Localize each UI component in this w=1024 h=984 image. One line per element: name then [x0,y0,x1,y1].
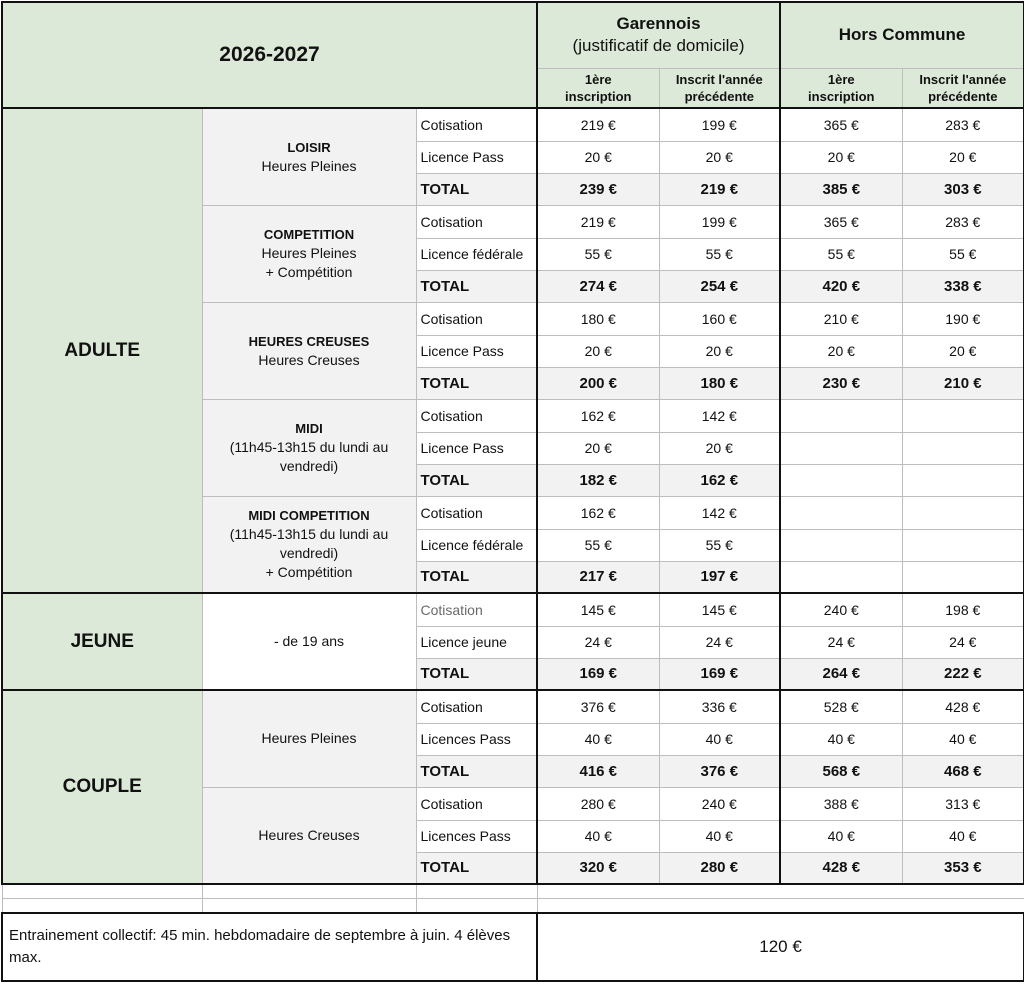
table-cell: 230 € [780,367,902,399]
table-cell: 190 € [902,302,1024,335]
table-cell: Cotisation [416,205,537,238]
table-cell: 40 € [659,820,780,852]
table-cell: Licence jeune [416,626,537,658]
table-cell: Licence fédérale [416,529,537,561]
table-cell: Cotisation [416,593,537,626]
table-cell: 20 € [537,141,659,173]
table-cell: 283 € [902,108,1024,141]
table-cell: TOTAL [416,173,537,205]
col-header-first-hc: 1ère inscription [780,68,902,108]
table-cell [780,399,902,432]
garennois-title: Garennois [616,14,701,34]
table-cell: Licences Pass [416,820,537,852]
table-cell: 303 € [902,173,1024,205]
table-cell: 169 € [659,658,780,690]
table-cell: 169 € [537,658,659,690]
table-cell: 219 € [537,205,659,238]
table-cell: 180 € [537,302,659,335]
table-cell: 428 € [902,690,1024,723]
table-cell: Cotisation [416,399,537,432]
spacer-row [2,884,1024,899]
table-cell: 20 € [537,335,659,367]
table-row [2,108,1024,141]
table-cell: 55 € [537,529,659,561]
table-cell: 264 € [780,658,902,690]
table-cell: 200 € [537,367,659,399]
table-cell: 40 € [659,723,780,755]
table-cell: Licence Pass [416,335,537,367]
table-cell: 40 € [537,723,659,755]
col-header-prev-hc: Inscrit l'année précédente [902,68,1024,108]
table-cell: 376 € [659,755,780,787]
category-adulte: ADULTE [2,108,202,593]
table-cell: TOTAL [416,561,537,593]
table-cell [780,432,902,464]
tarifs-table [1,1,1024,982]
table-cell: 40 € [780,723,902,755]
table-cell: Licence fédérale [416,238,537,270]
table-row [2,593,1024,626]
table-cell [780,529,902,561]
table-cell: 199 € [659,108,780,141]
table-cell: 55 € [659,238,780,270]
table-cell: 280 € [659,852,780,884]
table-cell: 20 € [537,432,659,464]
table-cell: 199 € [659,205,780,238]
table-cell: 428 € [780,852,902,884]
table-cell [202,884,416,899]
table-cell: Cotisation [416,302,537,335]
garennois-header [537,2,780,68]
garennois-subtitle: (justificatif de domicile) [572,36,745,56]
table-cell [902,561,1024,593]
table-cell: 365 € [780,205,902,238]
table-cell: 40 € [780,820,902,852]
table-cell: 55 € [537,238,659,270]
table-cell: 338 € [902,270,1024,302]
table-cell [416,884,537,899]
table-cell [2,899,202,914]
table-cell: 320 € [537,852,659,884]
table-cell: 313 € [902,787,1024,820]
table-cell: 20 € [780,335,902,367]
header-row-1 [2,2,1024,68]
table-cell: 568 € [780,755,902,787]
table-cell: 55 € [659,529,780,561]
section-loisir: LOISIR Heures Pleines [202,108,416,205]
table-cell: 24 € [659,626,780,658]
table-cell: 162 € [537,496,659,529]
table-cell: 145 € [659,593,780,626]
table-cell [2,884,202,899]
table-cell: 20 € [780,141,902,173]
table-cell: Cotisation [416,496,537,529]
table-cell [537,899,1024,914]
table-cell: 219 € [537,108,659,141]
table-cell: 336 € [659,690,780,723]
table-cell: 24 € [780,626,902,658]
table-cell: 197 € [659,561,780,593]
table-cell: Cotisation [416,690,537,723]
table-cell: Cotisation [416,108,537,141]
col-header-first: 1ère inscription [537,68,659,108]
table-cell: Licences Pass [416,723,537,755]
table-cell: 160 € [659,302,780,335]
hors-commune-header [780,2,1024,68]
table-cell: 20 € [902,141,1024,173]
table-cell: 20 € [659,432,780,464]
table-cell: 55 € [902,238,1024,270]
hors-commune-title: Hors Commune [838,25,966,45]
table-cell: TOTAL [416,270,537,302]
table-cell: 283 € [902,205,1024,238]
table-cell: 240 € [659,787,780,820]
table-cell [780,496,902,529]
table-cell [902,529,1024,561]
table-cell: TOTAL [416,658,537,690]
table-cell: 222 € [902,658,1024,690]
table-cell: 55 € [780,238,902,270]
table-cell: 385 € [780,173,902,205]
table-cell: 376 € [537,690,659,723]
table-cell: 210 € [902,367,1024,399]
section-midi: MIDI (11h45-13h15 du lundi au vendredi) [202,399,416,496]
table-cell: 162 € [659,464,780,496]
table-cell: 40 € [902,820,1024,852]
table-cell: Cotisation [416,787,537,820]
footer-description: Entrainement collectif: 45 min. hebdomadaire de septembre à juin. 4 élèves max. [2,913,537,981]
section-heures-creuses: HEURES CREUSES Heures Creuses [202,302,416,399]
table-cell: 20 € [659,141,780,173]
table-cell: 180 € [659,367,780,399]
table-cell: 20 € [659,335,780,367]
table-cell: 416 € [537,755,659,787]
table-cell: TOTAL [416,852,537,884]
table-cell: 240 € [780,593,902,626]
table-cell: 219 € [659,173,780,205]
table-cell: 217 € [537,561,659,593]
table-cell [902,432,1024,464]
table-cell: Licence Pass [416,432,537,464]
table-cell [416,899,537,914]
table-cell: 198 € [902,593,1024,626]
season-title: 2026-2027 [2,2,537,108]
table-cell: TOTAL [416,464,537,496]
table-cell: 365 € [780,108,902,141]
table-cell [780,464,902,496]
table-cell [202,899,416,914]
table-cell [902,399,1024,432]
table-cell: 24 € [902,626,1024,658]
table-cell: 40 € [902,723,1024,755]
table-cell: 239 € [537,173,659,205]
section-couple-heures-pleines: Heures Pleines [202,690,416,787]
section-couple-heures-creuses: Heures Creuses [202,787,416,884]
section-jeune: - de 19 ans [202,593,416,690]
table-cell [780,561,902,593]
table-cell: Licence Pass [416,141,537,173]
spacer-row [2,899,1024,914]
table-cell: 182 € [537,464,659,496]
table-cell: 24 € [537,626,659,658]
category-couple: COUPLE [2,690,202,884]
section-midi-competition: MIDI COMPETITION (11h45-13h15 du lundi au vendredi) + Compétition [202,496,416,593]
table-cell: 142 € [659,496,780,529]
table-cell: 420 € [780,270,902,302]
table-row [2,690,1024,723]
table-cell: 40 € [537,820,659,852]
footer-price: 120 € [537,913,1024,981]
table-cell: 254 € [659,270,780,302]
table-cell [537,884,1024,899]
table-cell: TOTAL [416,367,537,399]
table-cell: 210 € [780,302,902,335]
footer-row [2,913,1024,981]
table-cell: 353 € [902,852,1024,884]
table-cell: 528 € [780,690,902,723]
table-cell: 162 € [537,399,659,432]
category-jeune: JEUNE [2,593,202,690]
section-competition: COMPETITION Heures Pleines + Compétition [202,205,416,302]
table-cell: 142 € [659,399,780,432]
col-header-prev: Inscrit l'année précédente [659,68,780,108]
table-cell: 468 € [902,755,1024,787]
table-cell: 20 € [902,335,1024,367]
table-cell: 145 € [537,593,659,626]
table-cell: 388 € [780,787,902,820]
table-cell [902,496,1024,529]
table-cell: 274 € [537,270,659,302]
table-cell [902,464,1024,496]
table-cell: 280 € [537,787,659,820]
table-cell: TOTAL [416,755,537,787]
